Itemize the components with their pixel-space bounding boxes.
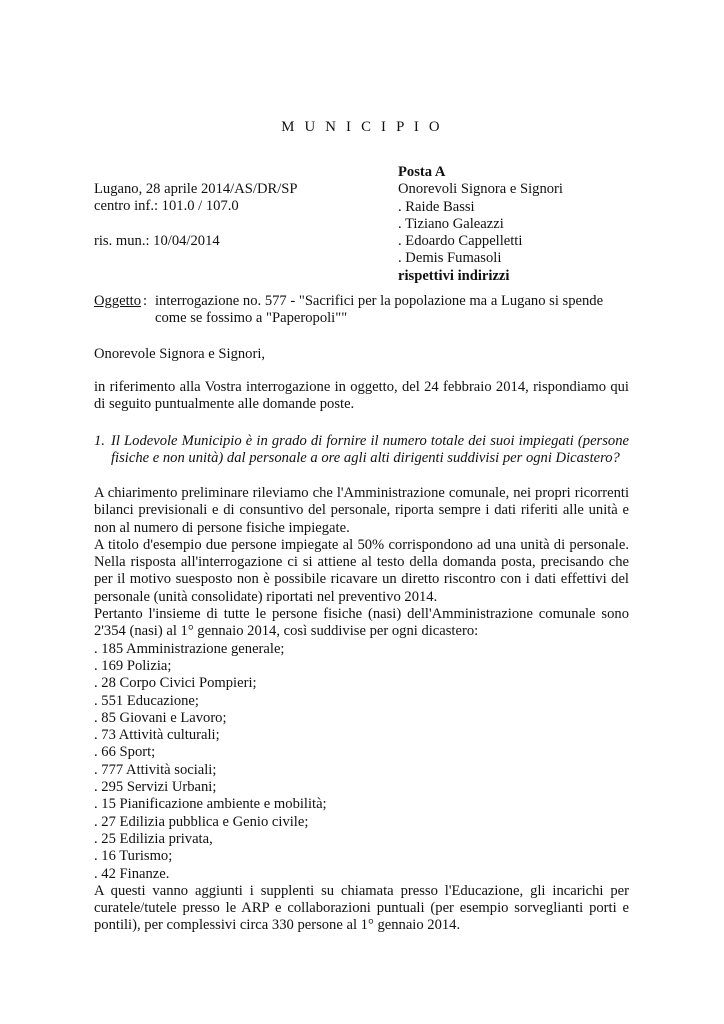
intro-paragraph: in riferimento alla Vostra interrogazione in oggetto, del 24 febbraio 2014, rispondiamo qui di seguito puntualmente alle domande poste. [94,379,629,413]
recipient-greeting: Onorevoli Signora e Signori [398,181,563,198]
spacer-line [94,216,384,233]
page-title: M U N I C I P I O [281,119,443,135]
list-item: . 15 Pianificazione ambiente e mobilità; [94,796,327,813]
answer-paragraph: A chiarimento preliminare rileviamo che l'Amministrazione comunale, nei propri ricorrenti bilanci previsionali e di consuntivo del personale, riporta sempre i dati riferiti alle unità e non al numero di persone fisiche impiegate. [94,485,629,536]
list-item: . 185 Amministrazione generale; [94,640,285,657]
recipient-name: . Raide Bassi [398,198,475,215]
salutation: Onorevole Signora e Signori, [94,346,266,362]
subject-colon: : [143,293,148,309]
mail-type: Posta A [398,164,446,180]
recipient-name: . Edoardo Cappelletti [398,233,523,250]
recipient-block [398,164,658,285]
subject-text: interrogazione no. 577 - "Sacrifici per la popolazione ma a Lugano si spende come se fossimo a "Paperopoli"" [155,293,604,327]
list-item: . 85 Giovani e Lavoro; [94,709,227,726]
list-item: . 16 Turismo; [94,848,173,865]
answer-paragraph: A titolo d'esempio due persone impiegate al 50% corrispondono ad una unità di personale. Nella risposta all'interrogazione ci si attiene al testo della domanda posta, precisando che per il motivo suesposto non è possibile ricavare un diretto riscontro con i dati effettivi del personale (unità consolidate) riportati nel preventivo 2014. [94,536,629,605]
list-item: . 27 Edilizia pubblica e Genio civile; [94,813,309,830]
list-item: . 73 Attività culturali; [94,727,220,744]
list-item: . 551 Educazione; [94,692,199,709]
list-item: . 169 Polizia; [94,657,172,674]
list-item: . 66 Sport; [94,744,156,761]
date-reference: Lugano, 28 aprile 2014/AS/DR/SP [94,181,298,197]
question-1 [94,433,629,468]
list-item: . 42 Finanze. [94,865,170,882]
list-item: . 28 Corpo Civici Pompieri; [94,675,257,692]
answer-body [94,485,629,935]
recipient-name: . Tiziano Galeazzi [398,215,504,232]
list-item: . 777 Attività sociali; [94,761,217,778]
info-center: centro inf.: 101.0 / 107.0 [94,198,239,215]
question-number: 1. [94,433,105,449]
department-list [94,641,629,883]
list-item: . 295 Servizi Urbani; [94,779,217,796]
recipient-addresses: rispettivi indirizzi [398,267,510,284]
answer-paragraph: Pertanto l'insieme di tutte le persone fisiche (nasi) dell'Amministrazione comunale sono 2'354 (nasi) al 1° gennaio 2014, così suddivise per ogni dicastero: [94,606,629,640]
question-text: Il Lodevole Municipio è in grado di fornire il numero totale dei suoi impiegati (persone fisiche e non unità) dal personale a ore agli alti dirigenti suddivisi per ogni Dicastero? [111,433,629,467]
subject-label: Oggetto [94,293,142,309]
list-item: . 25 Edilizia privata, [94,830,213,847]
recipient-name: . Demis Fumasoli [398,250,502,267]
sender-info [94,181,384,250]
municipal-resolution: ris. mun.: 10/04/2014 [94,232,220,249]
closing-paragraph: A questi vanno aggiunti i supplenti su chiamata presso l'Educazione, gli incarichi per curatele/tutele presso le ARP e collaborazioni puntuali (per esempio sorveglianti porti e pontili), per complessivi circa 330 persone al 1° gennaio 2014. [94,882,629,934]
